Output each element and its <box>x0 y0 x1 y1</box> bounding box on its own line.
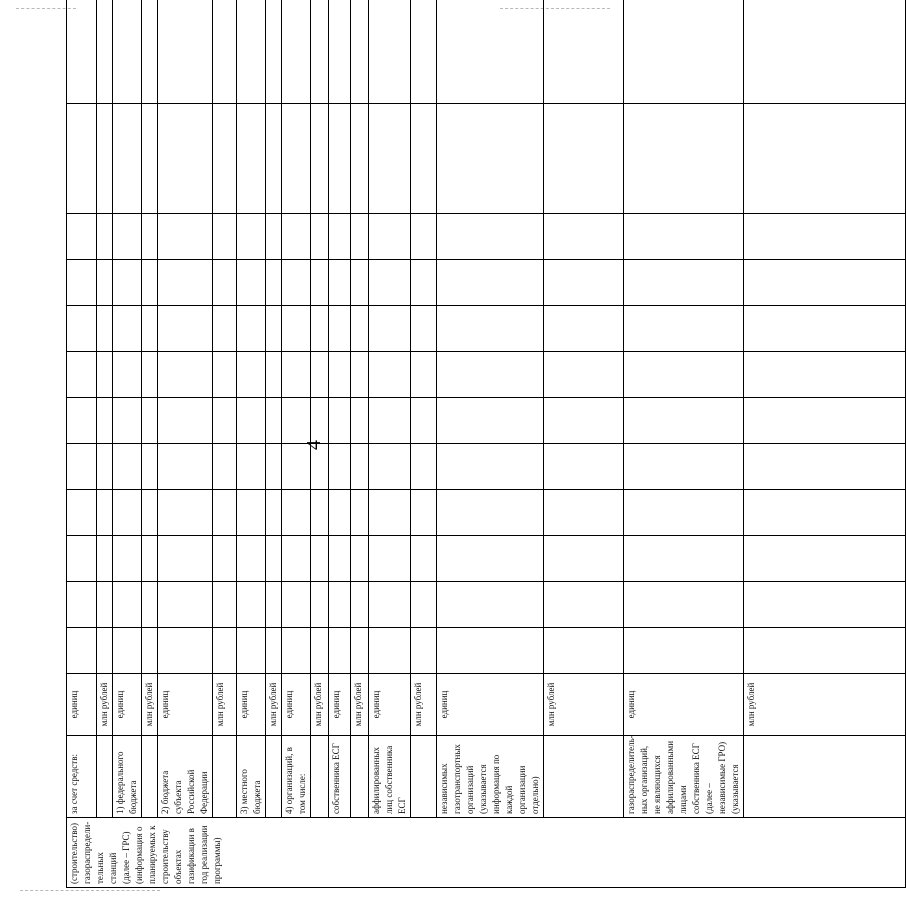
empty-cell <box>67 444 97 490</box>
empty-cell <box>97 490 113 536</box>
empty-cell <box>437 0 544 104</box>
empty-cell <box>158 582 213 628</box>
empty-cell <box>369 214 411 260</box>
object-type-line: программы) <box>212 837 222 884</box>
empty-cell <box>237 398 266 444</box>
empty-cell <box>282 0 311 104</box>
empty-cell <box>544 214 624 260</box>
empty-cell <box>544 0 624 104</box>
unit-cell: единиц <box>282 674 311 736</box>
empty-cell <box>142 490 158 536</box>
empty-cell <box>113 628 142 674</box>
funding-source-cell <box>544 736 624 818</box>
empty-cell <box>213 104 237 214</box>
empty-cell <box>351 490 369 536</box>
unit-cell: единиц <box>67 674 97 736</box>
empty-cell <box>624 536 744 582</box>
empty-cell <box>311 352 329 398</box>
empty-cell <box>67 352 97 398</box>
empty-cell <box>544 260 624 306</box>
scan-artifact-line <box>20 890 160 891</box>
object-type-line: (информация о <box>134 826 144 884</box>
empty-cell <box>351 0 369 104</box>
object-type-line: (далее – ГРС) <box>121 831 131 884</box>
empty-cell <box>437 490 544 536</box>
empty-cell <box>113 352 142 398</box>
empty-cell <box>329 352 351 398</box>
empty-cell <box>544 398 624 444</box>
empty-cell <box>237 628 266 674</box>
empty-cell <box>437 214 544 260</box>
funding-source-cell: 2) бюджета субъекта Российской Федерации <box>158 736 213 818</box>
empty-cell <box>213 490 237 536</box>
empty-cell <box>158 352 213 398</box>
object-type-line: газораспредели- <box>82 821 92 884</box>
empty-cell <box>624 214 744 260</box>
empty-cell <box>67 582 97 628</box>
empty-cell <box>113 444 142 490</box>
empty-cell <box>158 398 213 444</box>
empty-cell <box>411 490 437 536</box>
empty-cell <box>411 214 437 260</box>
empty-cell <box>744 536 906 582</box>
empty-cell <box>624 444 744 490</box>
funding-source-cell <box>411 736 437 818</box>
empty-cell <box>329 260 351 306</box>
empty-cell <box>624 398 744 444</box>
empty-cell <box>282 260 311 306</box>
empty-cell <box>351 536 369 582</box>
empty-cell <box>311 444 329 490</box>
empty-cell <box>142 444 158 490</box>
empty-cell <box>213 0 237 104</box>
empty-cell <box>329 104 351 214</box>
empty-cell <box>266 104 282 214</box>
empty-cell <box>437 444 544 490</box>
empty-cell <box>97 104 113 214</box>
empty-cell <box>266 398 282 444</box>
empty-cell <box>213 536 237 582</box>
empty-cell <box>97 628 113 674</box>
unit-cell: млн рублей <box>311 674 329 736</box>
empty-cell <box>744 104 906 214</box>
empty-cell <box>158 536 213 582</box>
empty-cell <box>213 306 237 352</box>
empty-cell <box>266 628 282 674</box>
empty-cell <box>97 398 113 444</box>
empty-cell <box>311 628 329 674</box>
empty-cell <box>142 582 158 628</box>
rotated-table-container <box>66 38 756 888</box>
empty-cell <box>544 444 624 490</box>
empty-cell <box>237 214 266 260</box>
empty-cell <box>67 536 97 582</box>
empty-cell <box>266 582 282 628</box>
empty-cell <box>142 214 158 260</box>
empty-cell <box>329 536 351 582</box>
empty-cell <box>544 536 624 582</box>
data-table <box>66 0 906 888</box>
empty-cell <box>158 490 213 536</box>
object-type-line: год реализации <box>199 825 209 884</box>
funding-source-cell <box>351 736 369 818</box>
empty-cell <box>351 582 369 628</box>
empty-cell <box>311 214 329 260</box>
empty-cell <box>158 306 213 352</box>
empty-cell <box>437 352 544 398</box>
unit-cell: единиц <box>158 674 213 736</box>
empty-cell <box>113 260 142 306</box>
empty-cell <box>411 260 437 306</box>
empty-cell <box>437 104 544 214</box>
empty-cell <box>411 0 437 104</box>
empty-cell <box>311 582 329 628</box>
unit-cell: единиц <box>329 674 351 736</box>
empty-cell <box>744 398 906 444</box>
empty-cell <box>744 0 906 104</box>
empty-cell <box>97 582 113 628</box>
empty-cell <box>113 104 142 214</box>
empty-cell <box>369 104 411 214</box>
empty-cell <box>544 104 624 214</box>
object-type-line: планируемых к <box>147 825 157 884</box>
empty-cell <box>237 582 266 628</box>
unit-cell: млн рублей <box>351 674 369 736</box>
unit-cell: единиц <box>437 674 544 736</box>
empty-cell <box>311 104 329 214</box>
empty-cell <box>97 214 113 260</box>
empty-cell <box>437 628 544 674</box>
object-type-line: строительству <box>160 829 170 884</box>
empty-cell <box>744 306 906 352</box>
unit-cell: единиц <box>113 674 142 736</box>
empty-cell <box>369 306 411 352</box>
empty-cell <box>311 398 329 444</box>
empty-cell <box>158 0 213 104</box>
empty-cell <box>113 490 142 536</box>
empty-cell <box>237 444 266 490</box>
empty-cell <box>142 306 158 352</box>
empty-cell <box>67 260 97 306</box>
empty-cell <box>266 490 282 536</box>
empty-cell <box>266 214 282 260</box>
empty-cell <box>67 306 97 352</box>
empty-cell <box>158 260 213 306</box>
empty-cell <box>97 536 113 582</box>
empty-cell <box>213 352 237 398</box>
empty-cell <box>266 306 282 352</box>
empty-cell <box>266 260 282 306</box>
empty-cell <box>351 104 369 214</box>
empty-cell <box>744 444 906 490</box>
empty-cell <box>158 214 213 260</box>
funding-source-cell <box>311 736 329 818</box>
empty-cell <box>369 260 411 306</box>
empty-cell <box>329 490 351 536</box>
empty-cell <box>369 444 411 490</box>
empty-cell <box>624 306 744 352</box>
funding-source-cell: 3) местного бюджета <box>237 736 266 818</box>
empty-cell <box>237 352 266 398</box>
empty-cell <box>282 214 311 260</box>
unit-cell: единиц <box>369 674 411 736</box>
empty-cell <box>351 306 369 352</box>
empty-cell <box>97 352 113 398</box>
empty-cell <box>142 536 158 582</box>
empty-cell <box>67 628 97 674</box>
empty-cell <box>544 490 624 536</box>
empty-cell <box>113 0 142 104</box>
empty-cell <box>67 398 97 444</box>
empty-cell <box>411 444 437 490</box>
empty-cell <box>113 306 142 352</box>
empty-cell <box>113 582 142 628</box>
funding-source-cell <box>744 736 906 818</box>
empty-cell <box>213 214 237 260</box>
empty-cell <box>411 582 437 628</box>
empty-cell <box>437 306 544 352</box>
empty-cell <box>311 536 329 582</box>
empty-cell <box>329 0 351 104</box>
empty-cell <box>544 628 624 674</box>
funding-source-cell: за счет средств: <box>67 736 97 818</box>
empty-cell <box>237 104 266 214</box>
empty-cell <box>351 352 369 398</box>
empty-cell <box>213 628 237 674</box>
empty-cell <box>113 536 142 582</box>
empty-cell <box>282 352 311 398</box>
empty-cell <box>282 104 311 214</box>
empty-cell <box>237 260 266 306</box>
funding-source-cell <box>213 736 237 818</box>
empty-cell <box>329 628 351 674</box>
empty-cell <box>411 398 437 444</box>
empty-cell <box>624 490 744 536</box>
unit-cell: млн рублей <box>744 674 906 736</box>
empty-cell <box>311 0 329 104</box>
empty-cell <box>544 352 624 398</box>
empty-cell <box>624 582 744 628</box>
empty-cell <box>266 0 282 104</box>
empty-cell <box>411 628 437 674</box>
empty-cell <box>744 260 906 306</box>
empty-cell <box>624 104 744 214</box>
empty-cell <box>266 444 282 490</box>
empty-cell <box>282 398 311 444</box>
unit-cell: млн рублей <box>213 674 237 736</box>
empty-cell <box>282 628 311 674</box>
empty-cell <box>411 352 437 398</box>
empty-cell <box>624 0 744 104</box>
empty-cell <box>329 398 351 444</box>
funding-source-cell: газораспределитель-ных организаций, не являющихся аффилированными лицами собственника ЕСГ (далее – независимые ГРО) (указывается <box>624 736 744 818</box>
empty-cell <box>369 490 411 536</box>
unit-cell: млн рублей <box>142 674 158 736</box>
empty-cell <box>437 582 544 628</box>
empty-cell <box>369 398 411 444</box>
empty-cell <box>237 490 266 536</box>
empty-cell <box>369 536 411 582</box>
empty-cell <box>329 582 351 628</box>
empty-cell <box>744 490 906 536</box>
empty-cell <box>411 306 437 352</box>
empty-cell <box>67 490 97 536</box>
empty-cell <box>544 306 624 352</box>
empty-cell <box>237 306 266 352</box>
unit-cell: млн рублей <box>266 674 282 736</box>
empty-cell <box>282 490 311 536</box>
empty-cell <box>67 104 97 214</box>
empty-cell <box>311 260 329 306</box>
empty-cell <box>237 536 266 582</box>
empty-cell <box>213 260 237 306</box>
empty-cell <box>142 0 158 104</box>
empty-cell <box>351 214 369 260</box>
empty-cell <box>142 352 158 398</box>
empty-cell <box>411 536 437 582</box>
empty-cell <box>282 306 311 352</box>
object-type-line: тельных станций <box>95 852 118 884</box>
unit-cell: млн рублей <box>411 674 437 736</box>
empty-cell <box>411 104 437 214</box>
empty-cell <box>624 628 744 674</box>
empty-cell <box>97 306 113 352</box>
empty-cell <box>369 582 411 628</box>
empty-cell <box>67 0 97 104</box>
empty-cell <box>97 260 113 306</box>
empty-cell <box>351 260 369 306</box>
object-type-line: (строительство) <box>69 823 79 884</box>
object-type-cell <box>67 818 906 888</box>
funding-source-cell: собственника ЕСГ <box>329 736 351 818</box>
empty-cell <box>329 214 351 260</box>
empty-cell <box>158 104 213 214</box>
empty-cell <box>744 352 906 398</box>
empty-cell <box>624 352 744 398</box>
funding-source-cell <box>97 736 113 818</box>
empty-cell <box>311 306 329 352</box>
empty-cell <box>113 398 142 444</box>
funding-source-cell <box>142 736 158 818</box>
empty-cell <box>142 398 158 444</box>
empty-cell <box>282 582 311 628</box>
empty-cell <box>213 398 237 444</box>
empty-cell <box>237 0 266 104</box>
empty-cell <box>744 214 906 260</box>
empty-cell <box>213 582 237 628</box>
empty-cell <box>351 398 369 444</box>
empty-cell <box>544 582 624 628</box>
empty-cell <box>311 490 329 536</box>
empty-cell <box>113 214 142 260</box>
empty-cell <box>142 260 158 306</box>
empty-cell <box>97 444 113 490</box>
empty-cell <box>437 536 544 582</box>
empty-cell <box>142 104 158 214</box>
empty-cell <box>744 628 906 674</box>
unit-cell: единиц <box>624 674 744 736</box>
funding-source-cell: 1) федерального бюджета <box>113 736 142 818</box>
empty-cell <box>158 628 213 674</box>
funding-source-cell <box>266 736 282 818</box>
empty-cell <box>624 260 744 306</box>
object-type-line: объектах <box>173 849 183 884</box>
funding-source-cell: аффилированных лиц собственника ЕСГ <box>369 736 411 818</box>
empty-cell <box>282 536 311 582</box>
empty-cell <box>142 628 158 674</box>
funding-source-cell: независимых газотранспортных организаций (указывается информация по каждой организации отдельно) <box>437 736 544 818</box>
empty-cell <box>369 352 411 398</box>
empty-cell <box>744 582 906 628</box>
unit-cell: млн рублей <box>544 674 624 736</box>
empty-cell <box>437 260 544 306</box>
page-number: 4 <box>303 440 325 450</box>
empty-cell <box>266 352 282 398</box>
object-type-line: газификации в <box>186 828 196 884</box>
unit-cell: единиц <box>237 674 266 736</box>
empty-cell <box>351 628 369 674</box>
empty-cell <box>329 306 351 352</box>
empty-cell <box>97 0 113 104</box>
empty-cell <box>437 398 544 444</box>
empty-cell <box>282 444 311 490</box>
empty-cell <box>67 214 97 260</box>
empty-cell <box>369 0 411 104</box>
funding-source-cell: 4) организаций, в том числе: <box>282 736 311 818</box>
empty-cell <box>213 444 237 490</box>
empty-cell <box>158 444 213 490</box>
empty-cell <box>351 444 369 490</box>
empty-cell <box>266 536 282 582</box>
empty-cell <box>329 444 351 490</box>
unit-cell: млн рублей <box>97 674 113 736</box>
empty-cell <box>369 628 411 674</box>
